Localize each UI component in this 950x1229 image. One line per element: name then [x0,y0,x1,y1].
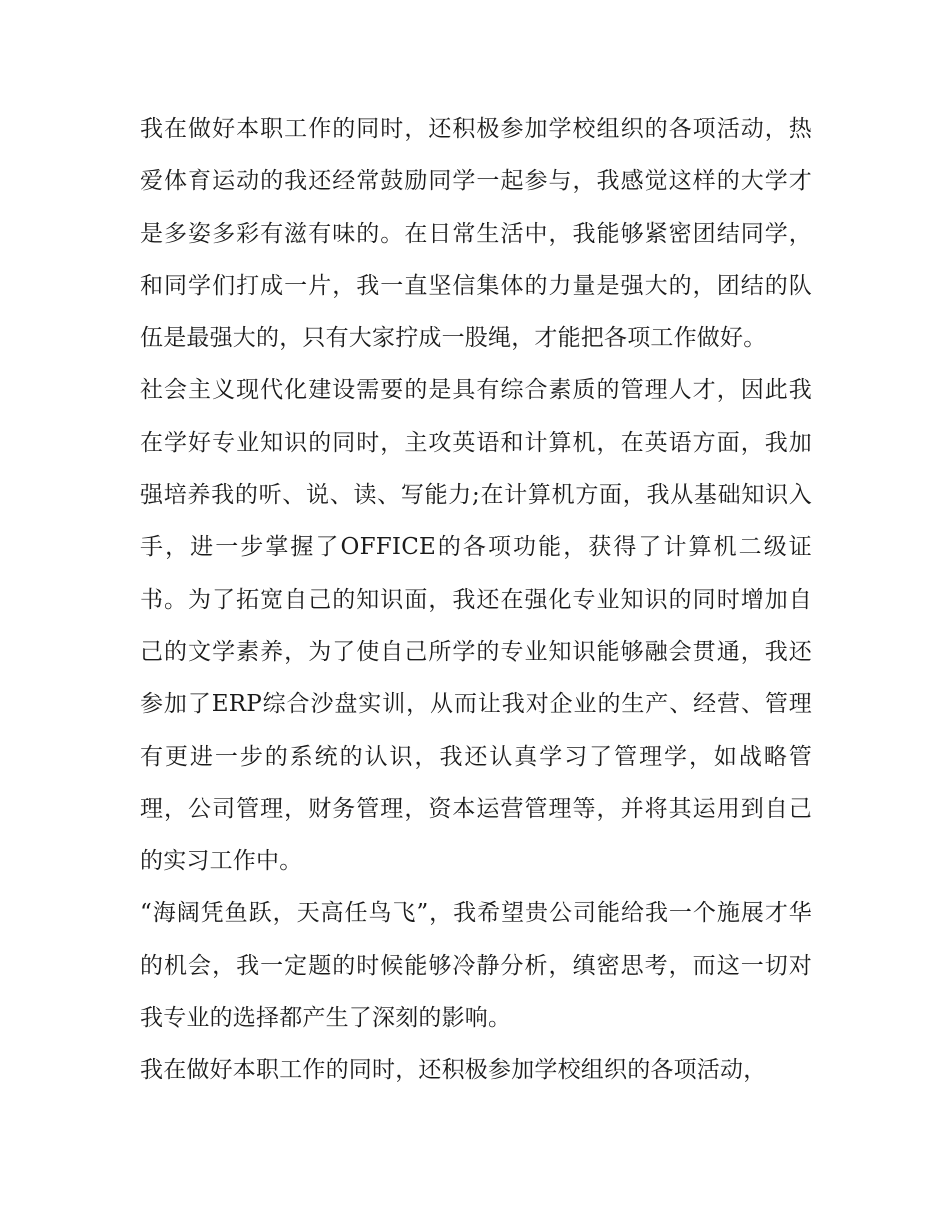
paragraph-campus-activities: 我在做好本职工作的同时，还积极参加学校组织的各项活动，热爱体育运动的我还经常鼓励同学一起参与，我感觉这样的大学才是多姿多彩有滋有味的。在日常生活中，我能够紧密团结同学，和同学们打成一片，我一直坚信集体的力量是强大的，团结的队伍是最强大的，只有大家拧成一股绳，才能把各项工作做好。 [140,116,812,352]
paragraph-skills-training: 社会主义现代化建设需要的是具有综合素质的管理人才，因此我在学好专业知识的同时，主攻英语和计算机，在英语方面，我加强培养我的听、说、读、写能力;在计算机方面，我从基础知识入手，进一步掌握了OFFICE的各项功能，获得了计算机二级证书。为了拓宽自己的知识面，我还在强化专业知识的同时增加自己的文学素养，为了使自己所学的专业知识能够融会贯通，我还参加了ERP综合沙盘实训，从而让我对企业的生产、经营、管理有更进一步的系统的认识，我还认真学习了管理学，如战略管理，公司管理，财务管理，资本运营管理等，并将其运用到自己的实习工作中。 [140,377,812,875]
paragraph-campus-activities-repeat: 我在做好本职工作的同时，还积极参加学校组织的各项活动， [140,1057,767,1084]
document-body [140,103,812,1097]
paragraph-career-hope: “海阔凭鱼跃，天高任鸟飞”，我希望贵公司能给我一个施展才华的机会，我一定题的时候能够冷静分析，缜密思考，而这一切对我专业的选择都产生了深刻的影响。 [140,900,812,1032]
